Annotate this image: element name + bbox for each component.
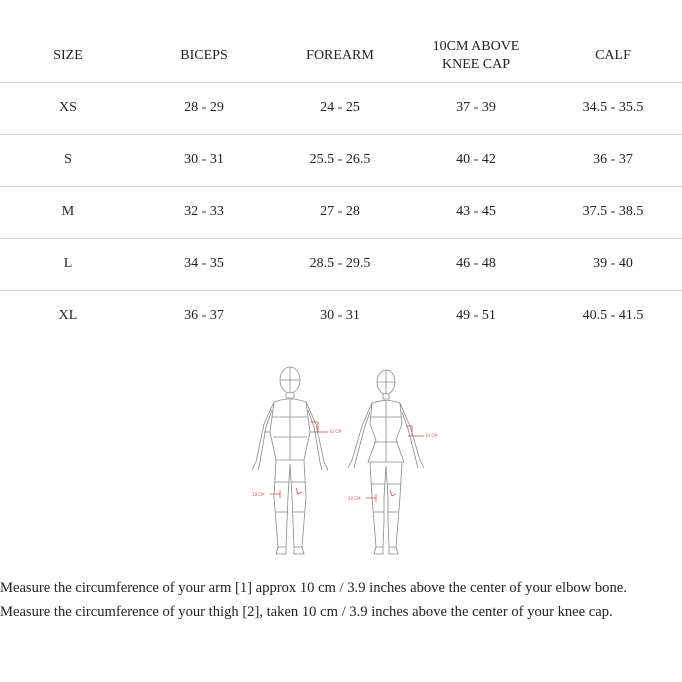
header-size: SIZE bbox=[53, 47, 83, 63]
header-calf: CALF bbox=[595, 47, 631, 63]
marker-label: 10 CM bbox=[348, 496, 361, 501]
table-header-row bbox=[0, 30, 682, 82]
cell-size: S bbox=[64, 152, 72, 167]
cell-forearm: 30 - 31 bbox=[320, 308, 360, 324]
cell-above-knee: 49 - 51 bbox=[456, 308, 496, 324]
table-row bbox=[0, 238, 682, 290]
instruction-thigh: Measure the circumference of your thigh [2], taken 10 cm / 3.9 inches above the center of your knee cap. bbox=[0, 604, 613, 620]
table-row bbox=[0, 82, 682, 134]
header-biceps: BICEPS bbox=[180, 47, 228, 63]
cell-biceps: 32 - 33 bbox=[184, 204, 224, 219]
cell-size: XS bbox=[59, 100, 77, 115]
cell-calf: 36 - 37 bbox=[593, 152, 633, 167]
table-row bbox=[0, 186, 682, 238]
header-forearm: FOREARM bbox=[306, 47, 374, 63]
cell-calf: 37.5 - 38.5 bbox=[582, 204, 644, 219]
cell-biceps: 36 - 37 bbox=[184, 308, 224, 324]
cell-size: XL bbox=[58, 308, 78, 324]
cell-calf: 40.5 - 41.5 bbox=[582, 308, 644, 324]
cell-forearm: 24 - 25 bbox=[320, 100, 360, 115]
cell-forearm: 27 - 28 bbox=[320, 204, 360, 219]
cell-size: L bbox=[63, 256, 73, 271]
cell-biceps: 34 - 35 bbox=[184, 256, 224, 271]
marker-label: 10 CM bbox=[252, 492, 265, 497]
cell-forearm: 25.5 - 26.5 bbox=[309, 152, 371, 167]
cell-above-knee: 43 - 45 bbox=[456, 204, 496, 219]
cell-forearm: 28.5 - 29.5 bbox=[309, 256, 371, 271]
cell-biceps: 28 - 29 bbox=[184, 100, 224, 115]
cell-above-knee: 37 - 39 bbox=[456, 100, 496, 115]
cell-calf: 34.5 - 35.5 bbox=[582, 100, 644, 115]
body-measurement-figures-icon bbox=[240, 362, 440, 560]
table-row bbox=[0, 134, 682, 186]
cell-above-knee: 46 - 48 bbox=[456, 256, 496, 271]
cell-biceps: 30 - 31 bbox=[184, 152, 224, 167]
cell-above-knee: 40 - 42 bbox=[456, 152, 496, 167]
cell-size: M bbox=[61, 204, 75, 219]
header-above-knee-line1: 10CM ABOVE bbox=[432, 38, 520, 54]
instruction-arm: Measure the circumference of your arm [1] approx 10 cm / 3.9 inches above the center of your elbow bone. bbox=[0, 580, 627, 596]
header-above-knee-line2: KNEE CAP bbox=[441, 56, 511, 72]
size-chart-table bbox=[0, 30, 682, 342]
table-row bbox=[0, 290, 682, 342]
measurement-instructions bbox=[0, 576, 682, 624]
marker-label: 10 CM bbox=[329, 429, 342, 434]
header-above-knee bbox=[408, 30, 544, 82]
marker-label: 10 CM bbox=[425, 433, 438, 438]
cell-calf: 39 - 40 bbox=[593, 256, 633, 271]
